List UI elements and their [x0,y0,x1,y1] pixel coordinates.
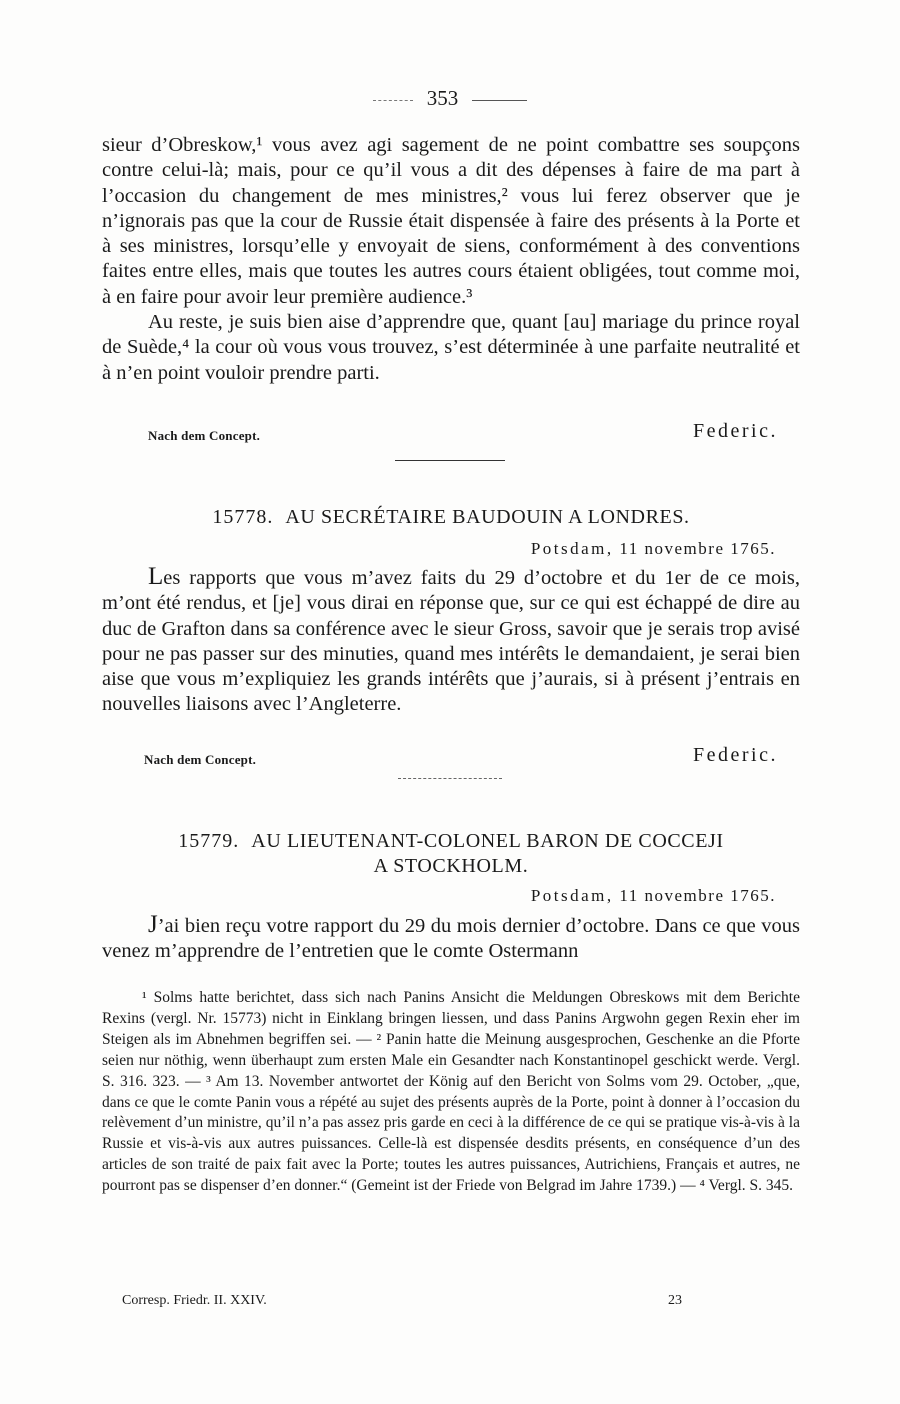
running-header [0,86,900,111]
letter-number: 15778. [212,506,274,528]
intro-paragraph-2: Au reste, je suis bien aise d’apprendre que, quant [au] mariage du prince royal de Suède,⁴ la cour où vous vous trouvez, s’est déterminée à une parfaite neutralité et à n’en point vouloir prendre parti. [102,311,800,384]
letter-recipient-line-2: A STOCKHOLM. [373,855,529,877]
letter-heading-15778 [102,505,800,530]
letter-body-15778 [102,564,800,718]
letter-signature-line-15778 [102,744,778,772]
letter-recipient: AU SECRÉTAIRE BAUDOUIN A LONDRES. [285,506,690,528]
source-note: Nach dem Concept. [148,428,261,443]
letter-paragraph [102,912,800,965]
volume-signature: Corresp. Friedr. II. XXIV. [122,1293,267,1308]
drop-cap: L [148,563,164,590]
letter-text: es rapports que vous m’avez faits du 29 d’octobre et du 1er de ce mois, m’ont été rendus, et [je] vous dirai en réponse que, sur ce qui est échappé de dire au duc de Grafton dans sa conférence avec le sieur Gross, savoir que je serais trop avisé pour ne pas passer sur des minuties, quand mes intérêts le demandaient, je serai bien aise que vous m’expliquiez les grands intérêts que j’aurais, si à présent j’entrais en nouvelles liaisons avec l’Angleterre. [102,567,800,716]
letter-place: Potsdam, [530,886,614,905]
letter-date: 11 novembre 1765. [619,539,776,558]
header-rule-right [472,100,527,101]
letter-heading-15779 [102,829,800,879]
drop-cap: J [148,911,158,938]
signature: Federic. [693,420,778,442]
footnotes [102,988,800,1197]
letter-dateline-15779 [531,886,776,906]
letter-date: 11 novembre 1765. [619,886,776,905]
letter-recipient: AU LIEUTENANT-COLONEL BARON DE COCCEJI [251,830,724,852]
letter-dateline-15778 [531,539,776,559]
source-note: Nach dem Concept. [144,752,257,767]
page-number: 353 [426,86,459,110]
page-footer [122,1293,682,1309]
footnote-text: ¹ Solms hatte berichtet, dass sich nach Panins Ansicht die Meldungen Obreskows mit dem Berichte Rexins (vergl. Nr. 15773) nicht in Einklang bringen liessen, und dass Panins Argwohn gegen Rexin eher im Steigen als im Abnehmen begriffen sei. — ² Panin hatte die Meinung ausgesprochen, Geschenke an die Pforte seien nur nöthig, wenn überhaupt zum ersten Male ein Gesandter nach Konstantinopel geschickt werde. Vergl. S. 316. 323. — ³ Am 13. November antwortet der König auf den Bericht von Solms vom 29. October, „que, dans ce que le comte Panin vous a répété au sujet des présents auprès de la Porte, point à donner à l’occasion du relèvement d’un ministre, qu’il n’a pas assez pris garde en ceci à la différence de ce qui se pratique vis-à-vis à la Russie et vis-à-vis aux autres puissances. Celle-là est dispensée desdits présents, en conséquence d’un des articles de son traité de paix fait avec la Porte; toutes les autres puissances, Autrichiens, Français et autres, ne pourront pas se dispenser d’en donner.“ (Gemeint ist der Friede von Belgrad im Jahre 1739.) — ⁴ Vergl. S. 345. [102,989,800,1195]
signature: Federic. [693,744,778,766]
header-rule-left [373,100,413,101]
intro-paragraph-1: sieur d’Obreskow,¹ vous avez agi sagement de ne point combattre ses soupçons contre celui-là; mais, pour ce qu’il vous a dit des dépenses à faire de ma part à l’occasion du changement de mes ministres,² vous lui ferez observer que je n’ignorais pas que la cour de Russie était dispensée à faire des présents à la Porte et à ses ministres, lorsqu’elle y envoyait de siens, conformément à des conventions faites entre elles, mais que toutes les autres cours étaient obligées, tout comme moi, à en faire pour avoir leur première audience.³ [102,134,800,308]
letter-paragraph [102,564,800,718]
letter-text: ’ai bien reçu votre rapport du 29 du mois dernier d’octobre. Dans ce que vous venez m’apprendre de l’entretien que le comte Ostermann [102,915,800,963]
section-separator [398,778,502,779]
letter-place: Potsdam, [530,539,614,558]
section-separator [395,460,505,461]
sheet-signature: 23 [668,1293,682,1308]
letter-number: 15779. [178,830,240,852]
letter-body-15779 [102,912,800,965]
intro-signature-line [102,420,778,448]
intro-text [102,133,800,386]
